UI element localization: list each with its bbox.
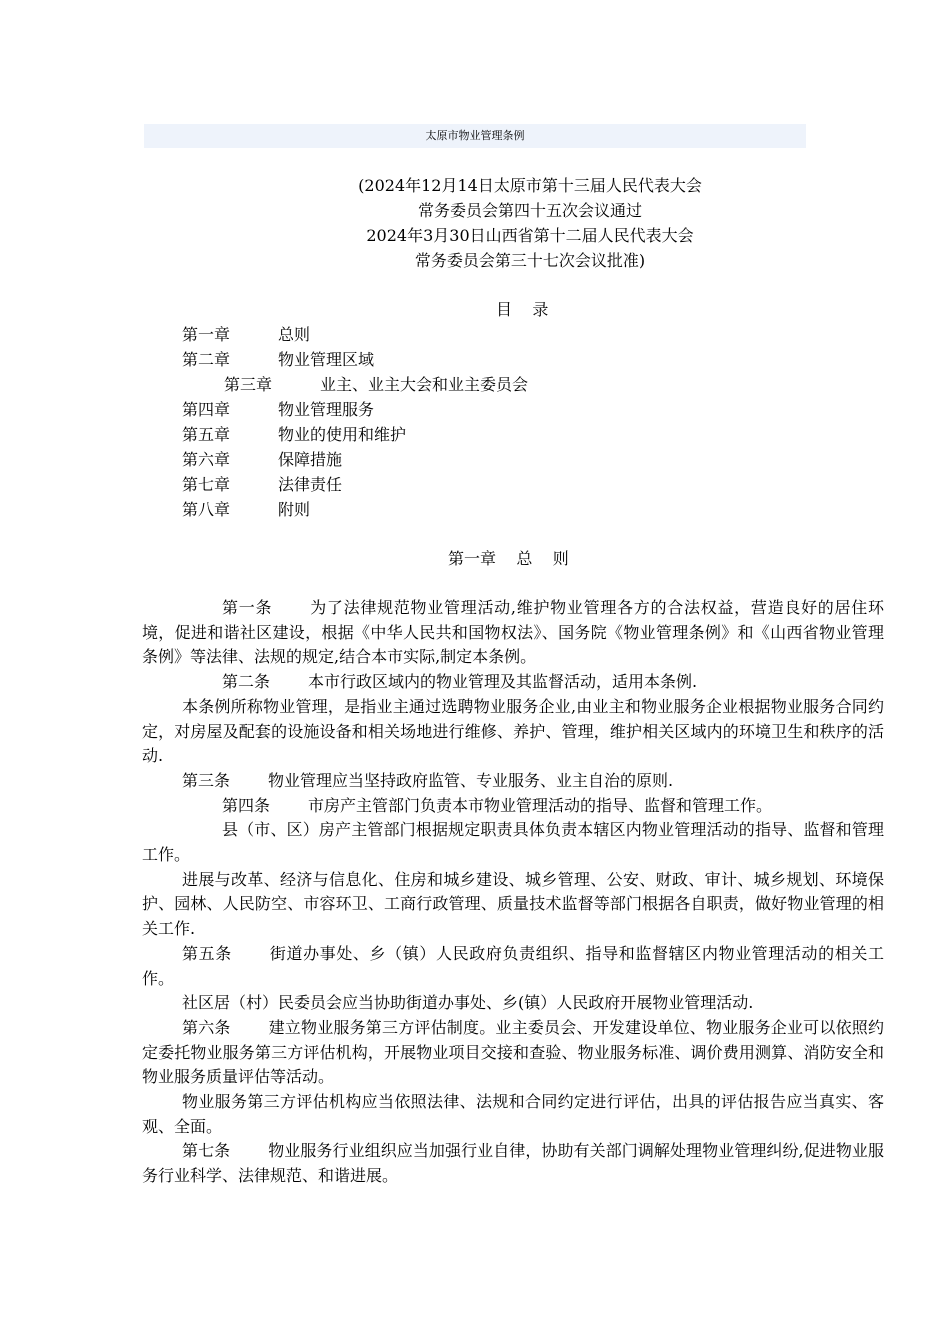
article-text: 市房产主管部门负责本市物业管理活动的指导、监督和管理工作。 [308,795,773,815]
article-paragraph [142,991,884,1016]
article-paragraph [142,942,884,991]
toc-item-number: 第一章 [182,325,231,344]
article-number: 第三条 [182,770,231,790]
adoption-note-line: 常务委员会第四十五次会议通过 [417,201,642,220]
toc-item-name: 物业的使用和维护 [278,425,407,444]
toc-item-number: 第三章 [224,375,273,394]
article-text: 社区居（村）民委员会应当协助街道办事处、乡(镇）人民政府开展物业管理活动. [182,993,754,1013]
article-number: 第五条 [182,943,232,963]
toc-item-name: 总则 [278,325,311,344]
article-paragraph [142,596,884,670]
toc-item-name: 保障措施 [278,450,343,469]
toc-item [0,372,950,397]
article-text: 县（市、区）房产主管部门根据规定职责具体负责本辖区内物业管理活动的指导、监督和管理工作。 [142,820,884,865]
toc-item-number: 第八章 [182,500,231,519]
article-text: 本条例所称物业管理，是指业主通过选聘物业服务企业,由业主和物业服务企业根据物业服务合同约定，对房屋及配套的设施设备和相关场地进行维修、养护、管理，维护相关区域内的环境卫生和秩序的活动. [142,696,884,766]
toc-item [0,497,950,522]
article-text: 为了法律规范物业管理活动,维护物业管理各方的合法权益，营造良好的居住环境，促进和谐社区建设，根据《中华人民共和国物权法》、国务院《物业管理条例》和《山西省物业管理条例》等法律、法规的规定,结合本市实际,制定本条例。 [142,598,884,667]
toc-item-number: 第二章 [182,350,231,369]
article-paragraph [142,695,884,769]
article-text: 物业管理应当坚持政府监管、专业服务、业主自治的原则. [268,770,674,790]
toc-item-number: 第四章 [182,400,231,419]
article-paragraph [142,670,884,695]
toc-item-name: 物业管理区域 [278,350,375,369]
table-of-contents [0,322,950,522]
article-paragraph [142,868,884,942]
toc-item [0,397,950,422]
toc-item-name: 法律责任 [278,475,343,494]
toc-title: 目 录 [496,300,549,319]
article-text: 物业服务行业组织应当加强行业自律，协助有关部门调解处理物业管理纠纷,促进物业服务行业科学、法律规范、和谐进展。 [142,1141,884,1186]
toc-item [0,447,950,472]
adoption-note [250,173,810,273]
article-paragraph [142,818,884,867]
article-number: 第一条 [222,598,273,617]
article-number: 第七条 [182,1141,231,1161]
document-header-bar [144,124,806,148]
toc-item-number: 第七章 [182,475,231,494]
document-header-title: 太原市物业管理条例 [425,129,525,142]
toc-item [0,422,950,447]
article-paragraph [142,1090,884,1139]
article-paragraph [142,1016,884,1090]
article-text: 本市行政区域内的物业管理及其监督活动，适用本条例. [308,672,698,692]
toc-item [0,347,950,372]
article-text: 建立物业服务第三方评估制度。业主委员会、开发建设单位、物业服务企业可以依照约定委托物业服务第三方评估机构，开展物业项目交接和查验、物业服务标准、调价费用测算、消防安全和物业服务质量评估等活动。 [142,1017,884,1087]
adoption-note-line: 常务委员会第三十七次会议批准) [414,251,646,270]
article-paragraph [142,794,884,819]
toc-item [0,322,950,347]
toc-item-number: 第五章 [182,425,231,444]
toc-item-number: 第六章 [182,450,231,469]
toc-item-name: 附则 [278,500,311,519]
toc-item-name: 物业管理服务 [278,400,375,419]
article-number: 第六条 [182,1017,231,1037]
adoption-note-line: 2024年3月30日山西省第十二届人民代表大会 [366,226,694,245]
article-number: 第四条 [222,795,271,815]
article-text: 街道办事处、乡（镇）人民政府负责组织、指导和监督辖区内物业管理活动的相关工作。 [142,943,884,988]
article-paragraph [142,769,884,794]
toc-item [0,472,950,497]
article-text: 进展与改革、经济与信息化、住房和城乡建设、城乡管理、公安、财政、审计、城乡规划、环境保护、园林、人民防空、市容环卫、工商行政管理、质量技术监督等部门根据各自职责，做好物业管理的相关工作. [142,869,884,939]
article-paragraph [142,1139,884,1188]
chapter-heading: 第一章 总 则 [448,549,569,568]
chapter-body [142,596,884,1189]
adoption-note-line: (2024年12月14日太原市第十三届人民代表大会 [358,176,702,195]
toc-item-name: 业主、业主大会和业主委员会 [320,375,529,394]
article-number: 第二条 [222,672,271,692]
article-text: 物业服务第三方评估机构应当依照法律、法规和合同约定进行评估，出具的评估报告应当真实、客观、全面。 [142,1092,884,1136]
